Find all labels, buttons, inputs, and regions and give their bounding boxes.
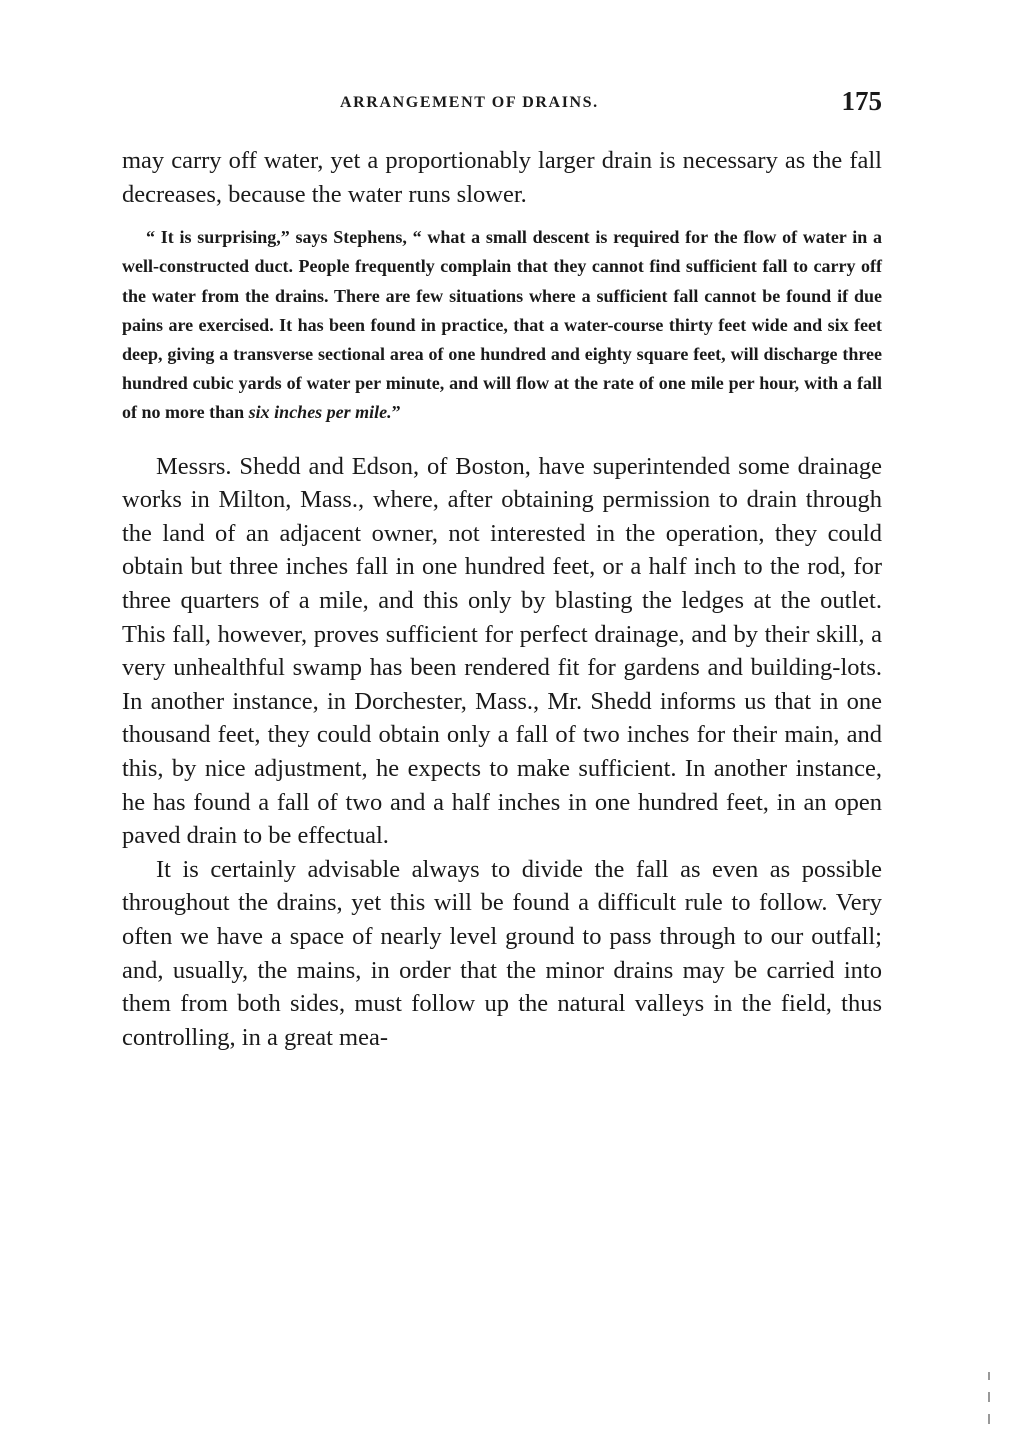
quote-emphasis: six inches per mile.	[248, 402, 392, 423]
paragraph-divide-fall: It is certainly advisable always to divide the fall as even as possible throughout the drains, yet this will be found a difficult rule to follow. Very often we have a space of nearly level ground to pass through to our outfall; and, usually, the mains, in order that the minor drains may be carried into them from both sides, must follow up the natural valleys in the field, thus controlling, in a great mea-	[122, 855, 882, 1051]
quote-close: ”	[391, 402, 401, 423]
page-number: 175	[841, 86, 882, 116]
scan-mark	[988, 1372, 990, 1380]
running-title: ARRANGEMENT OF DRAINS.	[340, 94, 599, 111]
paragraph-shedd-edson: Messrs. Shedd and Edson, of Boston, have superintended some drainage works in Milton, Mass., where, after obtaining permission to drain through the land of an adjacent owner, not interested in the operation, they could obtain but three inches fall in one hundred feet, or a half inch to the rod, for three quarters of a mile, and this only by blasting the ledges at the outlet. This fall, however, proves sufficient for perfect drainage, and by their skill, a very unhealthful swamp has been rendered fit for gardens and building-lots. In another instance, in Dorchester, Mass., Mr. Shedd informs us that in one thousand feet, they could obtain only a fall of two inches for their main, and this, by nice adjustment, he expects to make sufficient. In another instance, he has found a fall of two and a half inches in one hundred feet, in an open paved drain to be effectual.	[122, 452, 882, 850]
scan-mark	[988, 1392, 990, 1402]
quote-text: “ It is surprising,” says Stephens, “ what a small descent is required for the flow of water in a well-constructed duct. People frequently complain that they cannot find sufficient fall to carry off the water from the drains. There are few situations where a sufficient fall cannot be found if due pains are exercised. It has been found in practice, that a water-course thirty feet wide and six feet deep, giving a transverse sectional area of one hundred and eighty square feet, will discharge three hundred cubic yards of water per minute, and will flow at the rate of one mile per hour, with a fall of no more than	[122, 227, 882, 423]
paragraph-continuation: may carry off water, yet a proportionably larger drain is necessary as the fall decreases, because the water runs slower.	[122, 147, 882, 208]
scan-mark	[988, 1414, 990, 1424]
page-header	[122, 86, 882, 120]
block-quote	[122, 223, 882, 427]
body-text	[122, 144, 882, 1054]
